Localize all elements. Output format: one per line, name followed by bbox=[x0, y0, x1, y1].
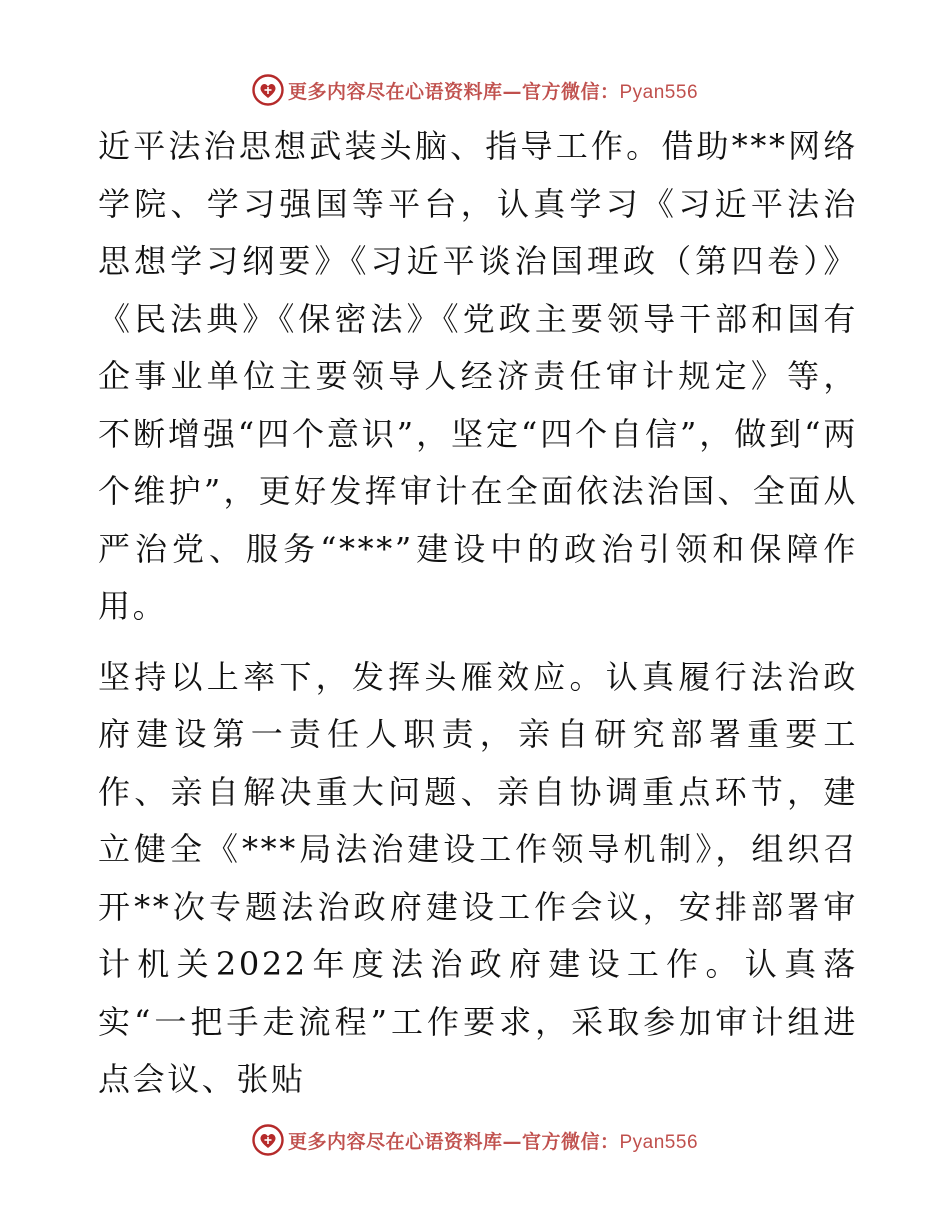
header-banner-text: 更多内容尽在心语资料库—官方微信：Pyan556 bbox=[287, 80, 699, 103]
header-banner-inner bbox=[252, 74, 698, 106]
footer-banner-wechat: Pyan556 bbox=[619, 1131, 699, 1153]
footer-banner-text: 更多内容尽在心语资料库—官方微信：Pyan556 bbox=[287, 1130, 699, 1153]
heart-leaf-logo-icon bbox=[252, 74, 284, 106]
body-paragraph-2: 坚持以上率下，发挥头雁效应。认真履行法治政府建设第一责任人职责，亲自研究部署重要工作、亲自解决重大问题、亲自协调重点环节，建立健全《***局法治建设工作领导机制》，组织召开**次专题法治政府建设工作会议，安排部署审计机关2022年度法治政府建设工作。认真落实“一把手走流程”工作要求，采取参加审计组进点会议、张贴 bbox=[98, 657, 858, 1098]
footer-banner bbox=[0, 1120, 950, 1160]
header-banner bbox=[0, 70, 950, 110]
body-paragraph-1: 近平法治思想武装头脑、指导工作。借助***网络学院、学习强国等平台，认真学习《习近平法治思想学习纲要》《习近平谈治国理政（第四卷）》《民法典》《保密法》《党政主要领导干部和国有企事业单位主要领导人经济责任审计规定》等，不断增强“四个意识”，坚定“四个自信”，做到“两个维护”，更好发挥审计在全面依法治国、全面从严治党、服务“***”建设中的政治引领和保障作用。 bbox=[98, 127, 858, 625]
heart-leaf-logo-icon bbox=[252, 1124, 284, 1156]
document-body bbox=[98, 118, 858, 1109]
footer-banner-inner bbox=[252, 1124, 698, 1156]
header-banner-wechat: Pyan556 bbox=[619, 81, 699, 103]
